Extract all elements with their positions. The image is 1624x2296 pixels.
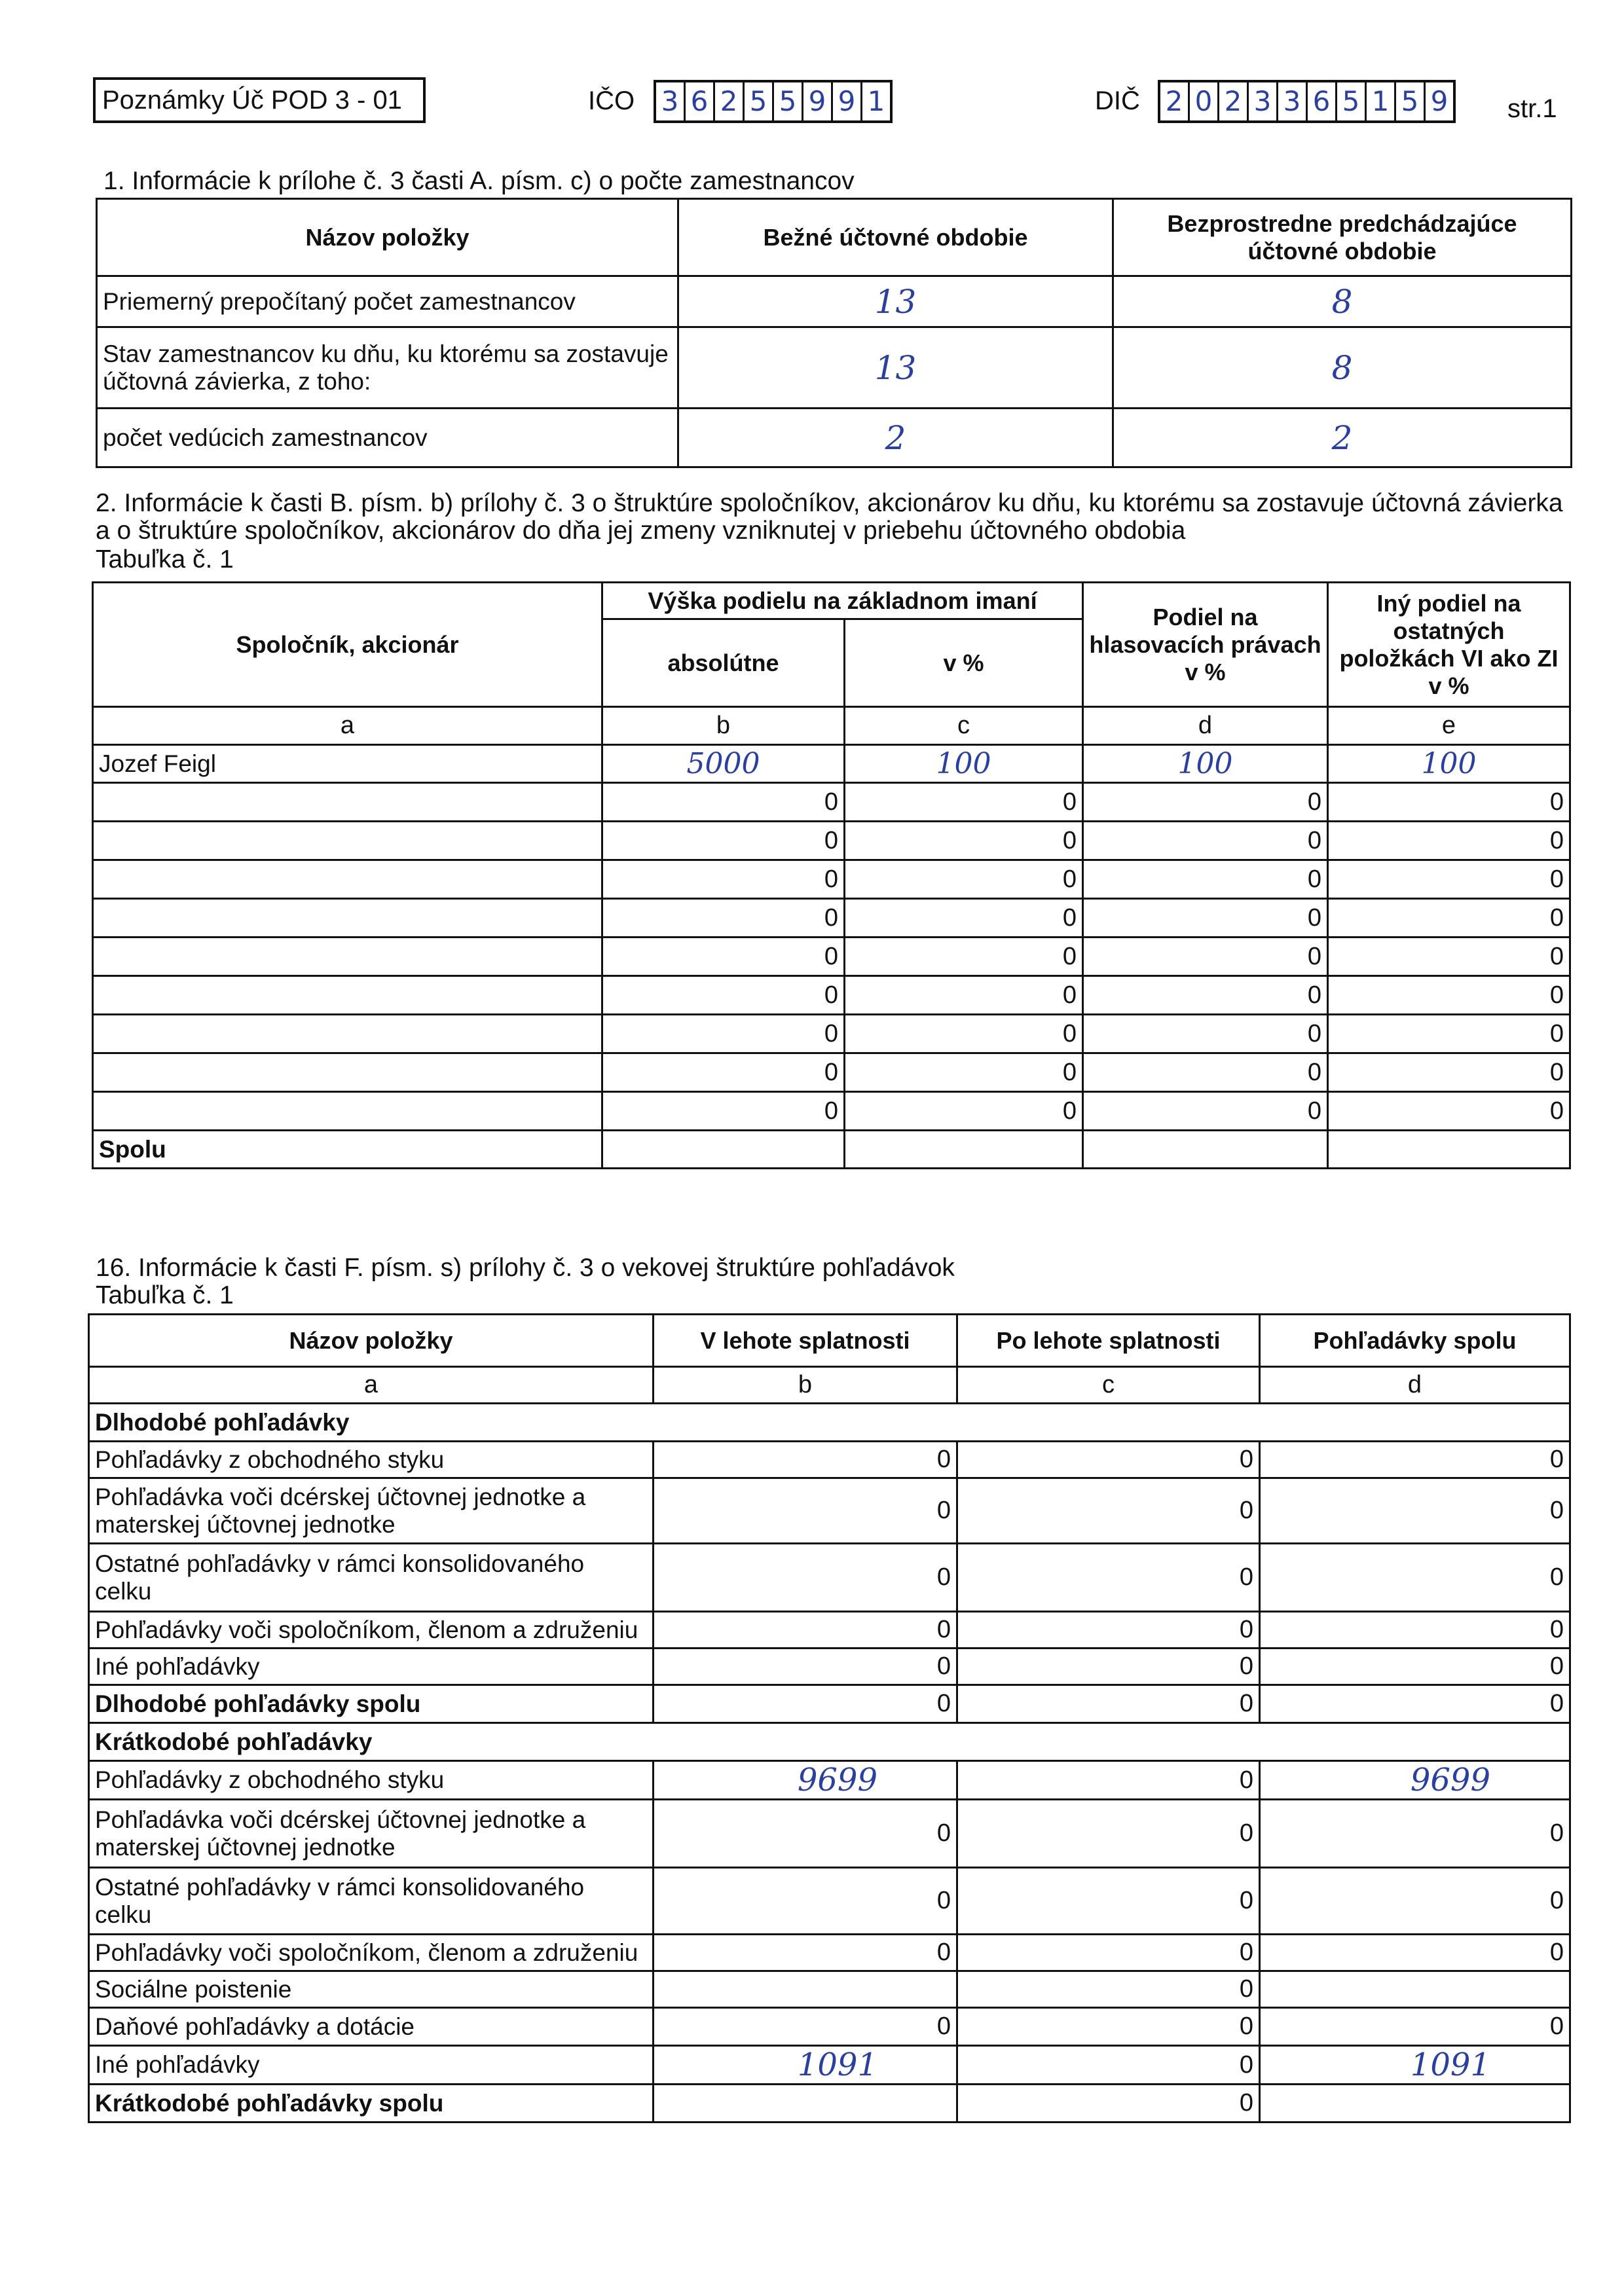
table-row — [97, 409, 1572, 467]
value-total: 1091 — [1260, 2046, 1570, 2085]
col-overdue: Po lehote splatnosti — [957, 1315, 1260, 1367]
table-row — [89, 1971, 1570, 2008]
letter: b — [654, 1367, 957, 1404]
col-due: V lehote splatnosti — [654, 1315, 957, 1367]
table-row — [89, 1935, 1570, 1971]
dic-digits — [1158, 80, 1456, 123]
value-overdue: 0 — [957, 2008, 1260, 2046]
section16-title: 16. Informácie k časti F. písm. s) prílohy č. 3 o vekovej štruktúre pohľadávok — [96, 1254, 955, 1282]
letter: b — [602, 707, 845, 745]
value-due: 1091 — [654, 2046, 957, 2085]
receivables-table — [88, 1313, 1571, 2123]
col-pct: v % — [845, 619, 1083, 707]
share-abs: 5000 — [602, 745, 845, 783]
col-previous: Bezprostredne predchádzajúce účtovné obdobie — [1113, 199, 1572, 276]
dic-digit: 3 — [1249, 82, 1278, 120]
total-row — [89, 2085, 1570, 2123]
share-abs: 0 — [602, 783, 845, 822]
table-row — [93, 860, 1570, 899]
ico-digit: 3 — [656, 82, 686, 120]
value-total: 0 — [1260, 1612, 1570, 1649]
value-total — [1260, 2085, 1570, 2123]
share-pct: 0 — [845, 1092, 1083, 1131]
dic-digit: 5 — [1337, 82, 1367, 120]
ico-digit: 9 — [833, 82, 862, 120]
share-abs: 0 — [602, 938, 845, 976]
value-total: 0 — [1260, 1868, 1570, 1935]
other-pct: 0 — [1328, 976, 1570, 1015]
other-pct: 0 — [1328, 860, 1570, 899]
value-overdue: 0 — [957, 2046, 1260, 2085]
value-due: 0 — [654, 1685, 957, 1723]
share-abs: 0 — [602, 1015, 845, 1053]
letter: d — [1260, 1367, 1570, 1404]
section2-title: 2. Informácie k časti B. písm. b) prílohy č. 3 o štruktúre spoločníkov, akcionárov ku dňu, ku ktorému sa zostavuje účtovná závierka a o štruktúre spoločníkov, akcionárov do dňa jej zmeny vzniknutej v priebehu účtovného obdobia — [96, 489, 1563, 545]
table-row — [93, 1092, 1570, 1131]
other-pct: 0 — [1328, 899, 1570, 938]
letter: e — [1328, 707, 1570, 745]
section2-table-label: Tabuľka č. 1 — [96, 545, 234, 574]
previous-value: 8 — [1113, 276, 1572, 327]
table-row — [89, 1649, 1570, 1685]
value-total: 0 — [1260, 1685, 1570, 1723]
other-pct: 0 — [1328, 1092, 1570, 1131]
vote-pct: 0 — [1083, 1015, 1328, 1053]
col-name: Názov položky — [89, 1315, 654, 1367]
value-due: 0 — [654, 1935, 957, 1971]
col-total: Pohľadávky spolu — [1260, 1315, 1570, 1367]
table-row — [89, 1612, 1570, 1649]
vote-pct: 0 — [1083, 899, 1328, 938]
value-total: 0 — [1260, 1442, 1570, 1478]
total-label: Spolu — [93, 1131, 602, 1169]
col-vote: Podiel na hlasovacích právach v % — [1083, 583, 1328, 707]
vote-pct: 0 — [1083, 822, 1328, 860]
group-header — [89, 1723, 1570, 1761]
row-label: Priemerný prepočítaný počet zamestnancov — [97, 276, 678, 327]
row-label: Pohľadávky z obchodného styku — [89, 1761, 654, 1800]
vote-pct: 0 — [1083, 976, 1328, 1015]
row-label: Ostatné pohľadávky v rámci konsolidovaného celku — [89, 1868, 654, 1935]
partners-table — [92, 581, 1571, 1169]
table-row — [89, 1442, 1570, 1478]
section16-table-label: Tabuľka č. 1 — [96, 1281, 234, 1309]
value-overdue: 0 — [957, 2085, 1260, 2123]
value-overdue: 0 — [957, 1612, 1260, 1649]
value-total: 0 — [1260, 1544, 1570, 1612]
share-abs: 0 — [602, 822, 845, 860]
previous-value: 8 — [1113, 327, 1572, 409]
value-due: 9699 — [654, 1761, 957, 1800]
value-overdue: 0 — [957, 1685, 1260, 1723]
table-row — [89, 1761, 1570, 1800]
table-row — [93, 822, 1570, 860]
share-pct: 100 — [845, 745, 1083, 783]
col-abs: absolútne — [602, 619, 845, 707]
value-overdue: 0 — [957, 1868, 1260, 1935]
employees-table — [96, 198, 1572, 468]
dic-digit: 9 — [1430, 85, 1449, 117]
value-due: 0 — [654, 1478, 957, 1544]
table-row — [93, 899, 1570, 938]
value-due: 0 — [654, 1800, 957, 1868]
letter: c — [957, 1367, 1260, 1404]
table-row — [89, 1800, 1570, 1868]
table-row — [89, 1478, 1570, 1544]
value-overdue: 0 — [957, 1935, 1260, 1971]
letters-row — [93, 707, 1570, 745]
dic-digit: 3 — [1278, 82, 1308, 120]
current-value: 13 — [678, 276, 1113, 327]
share-pct: 0 — [845, 938, 1083, 976]
table-row — [93, 976, 1570, 1015]
other-pct: 100 — [1328, 745, 1570, 783]
current-value: 2 — [678, 409, 1113, 467]
row-label: Pohľadávky z obchodného styku — [89, 1442, 654, 1478]
table-row — [93, 938, 1570, 976]
dic-digit: 6 — [1308, 82, 1337, 120]
letter: d — [1083, 707, 1328, 745]
col-other: Iný podiel na ostatných položkách VI ako ZI v % — [1328, 583, 1570, 707]
table-row — [89, 2008, 1570, 2046]
col-current: Bežné účtovné obdobie — [678, 199, 1113, 276]
vote-pct: 100 — [1083, 745, 1328, 783]
other-pct: 0 — [1328, 822, 1570, 860]
value-total: 0 — [1260, 2008, 1570, 2046]
dic-digit: 2 — [1160, 82, 1190, 120]
table-row — [89, 1868, 1570, 1935]
value-due: 0 — [654, 2008, 957, 2046]
row-label: Pohľadávka voči dcérskej účtovnej jednotke a materskej účtovnej jednotke — [89, 1800, 654, 1868]
value-overdue: 0 — [957, 1442, 1260, 1478]
share-pct: 0 — [845, 783, 1083, 822]
row-label: Iné pohľadávky — [89, 1649, 654, 1685]
table-row — [93, 745, 1570, 783]
value-due — [654, 2085, 957, 2123]
share-abs: 0 — [602, 1092, 845, 1131]
value-total: 0 — [1260, 1800, 1570, 1868]
row-label: Dlhodobé pohľadávky spolu — [89, 1685, 654, 1723]
value-overdue: 0 — [957, 1971, 1260, 2008]
ico-digits — [654, 80, 893, 123]
col-share: Výška podielu na základnom imaní — [602, 583, 1083, 619]
value-total: 0 — [1260, 1649, 1570, 1685]
value-due: 0 — [654, 1612, 957, 1649]
col-name: Názov položky — [97, 199, 678, 276]
value-total: 0 — [1260, 1478, 1570, 1544]
other-pct: 0 — [1328, 1015, 1570, 1053]
current-value: 13 — [678, 327, 1113, 409]
letter: a — [89, 1367, 654, 1404]
table-row — [89, 2046, 1570, 2085]
other-pct: 0 — [1328, 783, 1570, 822]
table-row — [97, 276, 1572, 327]
other-pct: 0 — [1328, 938, 1570, 976]
dic-label: DIČ — [1095, 86, 1140, 115]
vote-pct: 0 — [1083, 1092, 1328, 1131]
letter: c — [845, 707, 1083, 745]
long-term-header: Dlhodobé pohľadávky — [89, 1404, 1570, 1442]
row-label: Sociálne poistenie — [89, 1971, 654, 2008]
value-due: 0 — [654, 1442, 957, 1478]
value-overdue: 0 — [957, 1800, 1260, 1868]
ico-digit: 1 — [867, 85, 885, 117]
row-label: Krátkodobé pohľadávky spolu — [89, 2085, 654, 2123]
dic-digit: 1 — [1367, 82, 1396, 120]
row-label: Stav zamestnancov ku dňu, ku ktorému sa zostavuje účtovná závierka, z toho: — [97, 327, 678, 409]
total-row — [93, 1131, 1570, 1169]
share-abs: 0 — [602, 1053, 845, 1092]
share-pct: 0 — [845, 1053, 1083, 1092]
vote-pct: 0 — [1083, 860, 1328, 899]
group-header — [89, 1404, 1570, 1442]
vote-pct: 0 — [1083, 1053, 1328, 1092]
value-overdue: 0 — [957, 1649, 1260, 1685]
ico-digit: 5 — [745, 82, 774, 120]
share-pct: 0 — [845, 860, 1083, 899]
letters-row — [89, 1367, 1570, 1404]
value-total: 9699 — [1260, 1761, 1570, 1800]
ico-label: IČO — [588, 86, 635, 115]
vote-pct: 0 — [1083, 783, 1328, 822]
dic-digit: 2 — [1219, 82, 1249, 120]
value-total: 0 — [1260, 1935, 1570, 1971]
share-abs: 0 — [602, 860, 845, 899]
col-partner: Spoločník, akcionár — [93, 583, 602, 707]
row-label: Iné pohľadávky — [89, 2046, 654, 2085]
row-label: počet vedúcich zamestnancov — [97, 409, 678, 467]
vote-pct: 0 — [1083, 938, 1328, 976]
value-due: 0 — [654, 1868, 957, 1935]
share-abs: 0 — [602, 976, 845, 1015]
row-label: Daňové pohľadávky a dotácie — [89, 2008, 654, 2046]
ico-digit: 2 — [715, 82, 745, 120]
page-number: str.1 — [1507, 94, 1557, 123]
share-abs: 0 — [602, 899, 845, 938]
table-row — [97, 327, 1572, 409]
value-total — [1260, 1971, 1570, 2008]
value-due — [654, 1971, 957, 2008]
share-pct: 0 — [845, 822, 1083, 860]
value-due: 0 — [654, 1649, 957, 1685]
letter: a — [93, 707, 602, 745]
total-row — [89, 1685, 1570, 1723]
value-due: 0 — [654, 1544, 957, 1612]
previous-value: 2 — [1113, 409, 1572, 467]
form-label: Poznámky Úč POD 3 - 01 — [93, 77, 426, 123]
ico-digit: 9 — [803, 82, 833, 120]
share-pct: 0 — [845, 899, 1083, 938]
row-label: Pohľadávky voči spoločníkom, členom a združeniu — [89, 1935, 654, 1971]
value-overdue: 0 — [957, 1478, 1260, 1544]
section1-title: 1. Informácie k prílohe č. 3 časti A. písm. c) o počte zamestnancov — [103, 167, 855, 195]
row-label: Ostatné pohľadávky v rámci konsolidovaného celku — [89, 1544, 654, 1612]
value-overdue: 0 — [957, 1761, 1260, 1800]
ico-digit: 6 — [686, 82, 715, 120]
row-label: Pohľadávka voči dcérskej účtovnej jednotke a materskej účtovnej jednotke — [89, 1478, 654, 1544]
dic-digit: 5 — [1396, 82, 1426, 120]
value-overdue: 0 — [957, 1544, 1260, 1612]
short-term-header: Krátkodobé pohľadávky — [89, 1723, 1570, 1761]
dic-digit: 0 — [1190, 82, 1219, 120]
table-row — [93, 1015, 1570, 1053]
table-row — [93, 783, 1570, 822]
share-pct: 0 — [845, 976, 1083, 1015]
ico-digit: 5 — [774, 82, 803, 120]
partner-name: Jozef Feigl — [93, 745, 602, 783]
other-pct: 0 — [1328, 1053, 1570, 1092]
share-pct: 0 — [845, 1015, 1083, 1053]
table-row — [93, 1053, 1570, 1092]
row-label: Pohľadávky voči spoločníkom, členom a združeniu — [89, 1612, 654, 1649]
table-row — [89, 1544, 1570, 1612]
